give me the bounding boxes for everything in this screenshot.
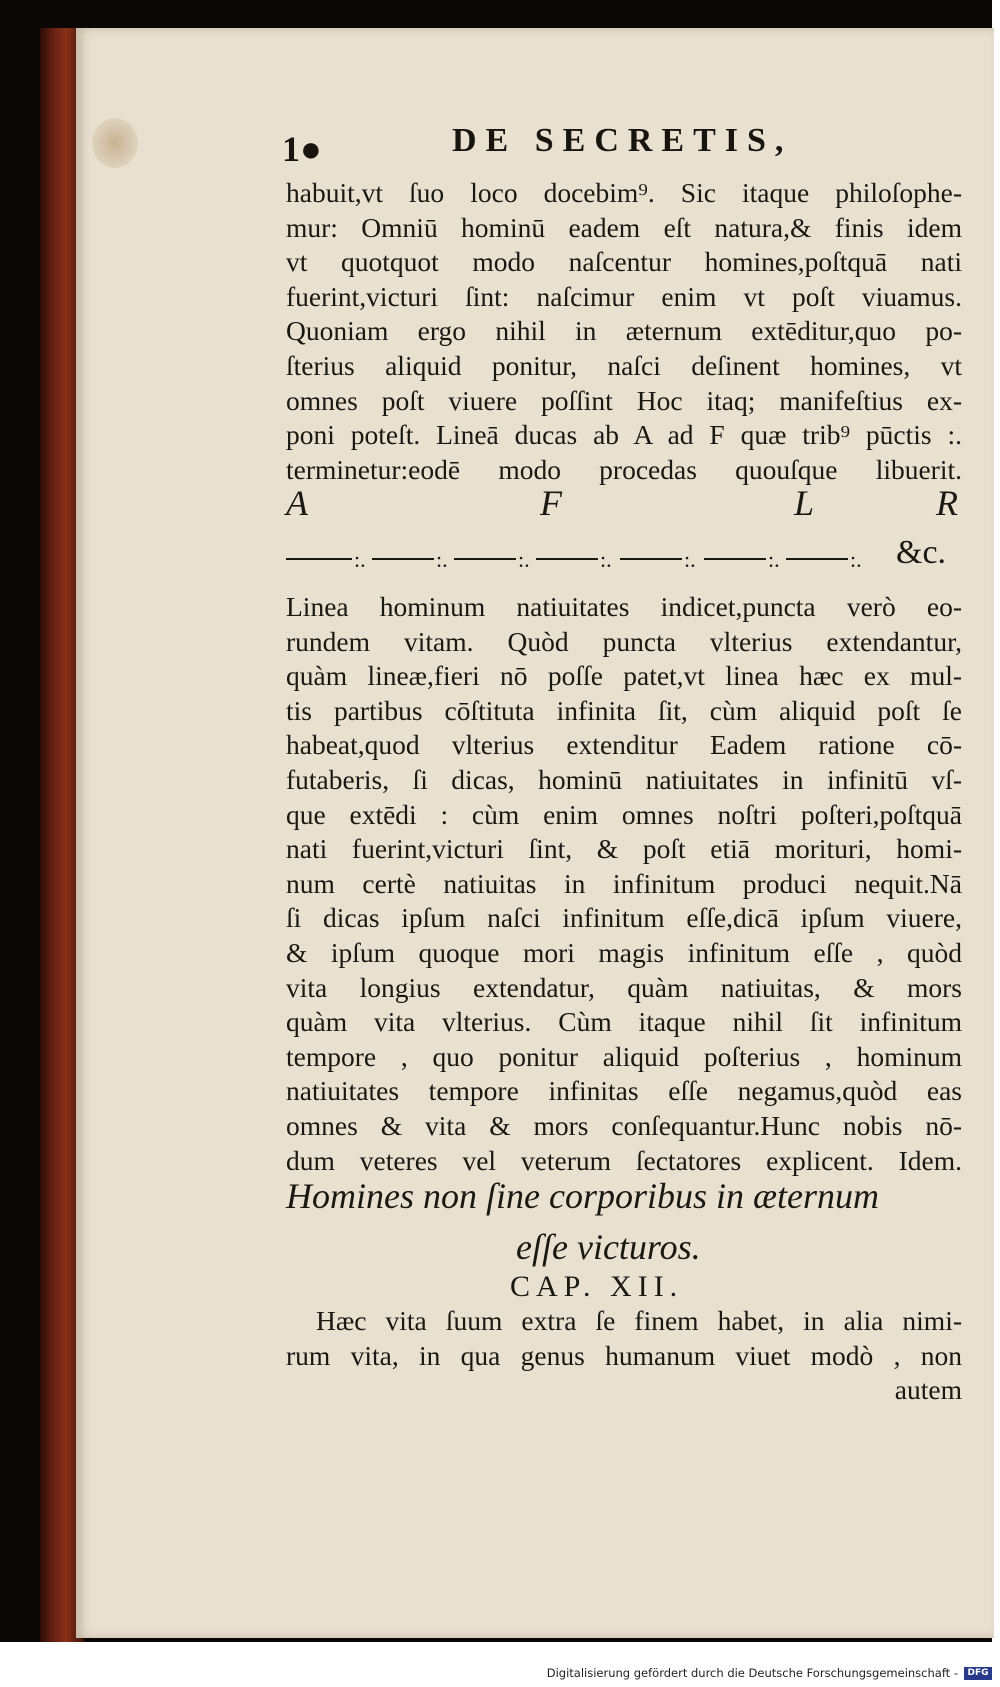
footer-credit: Digitalisierung gefördert durch die Deutsche Forschungsgemeinschaft -: [546, 1666, 958, 1680]
paragraph-2: [286, 590, 962, 1178]
text-line: tis partibus cōſtituta infinita ſit, cùm aliquid poſt ſe: [286, 694, 962, 726]
line-segment: [454, 558, 516, 560]
text-line: tempore , quo ponitur aliquid poſterius , hominum: [286, 1040, 962, 1072]
chapter-number: CAP. XII.: [510, 1270, 684, 1303]
text-line: habeat,quod vlterius extenditur Eadem ratione cō-: [286, 729, 962, 761]
text-line: rundem vitam. Quòd puncta vlterius extendantur,: [286, 625, 962, 657]
text-line: rum vita, in qua genus humanum viuet modò , non: [286, 1339, 962, 1371]
text-line: vita longius extendatur, quàm natiuitas, & mors: [286, 971, 962, 1003]
text-line: ſi dicas ipſum naſci infinitum eſſe,dicā ipſum viuere,: [286, 902, 962, 934]
chapter-title-line-1: Homines non ſine corporibus in æternum: [286, 1176, 879, 1216]
text-line: nati fuerint,victuri ſint, & poſt etiā morituri, homi-: [286, 833, 962, 865]
text-line: mur: Omniū hominū eadem eſt natura,& finis idem: [286, 211, 962, 243]
line-segment: [620, 558, 682, 560]
paper-stain: [92, 118, 138, 168]
point-marker: :.: [850, 547, 862, 572]
point-marker: :.: [354, 547, 366, 572]
text-line: quàm vita vlterius. Cùm itaque nihil ſit infinitum: [286, 1006, 962, 1038]
catchword: autem: [894, 1374, 962, 1406]
diagram-letter-a: A: [286, 483, 308, 523]
text-line: & ipſum quoque mori magis infinitum eſſe , quòd: [286, 936, 962, 968]
diagram-letters: [286, 482, 962, 530]
text-line: terminetur:eodē modo procedas quouſque libuerit.: [286, 453, 962, 485]
diagram-letter-l: L: [794, 483, 815, 523]
text-line: vt quotquot modo naſcentur homines,poſtquā nati: [286, 246, 962, 278]
paragraph-3: [286, 1304, 962, 1408]
text-line: que extēdi : cùm enim omnes noſtri poſteri,poſtquā: [286, 798, 962, 830]
text-line: omnes & vita & mors conſequantur.Hunc nobis nō-: [286, 1109, 962, 1141]
diagram-letter-r: R: [936, 483, 958, 523]
text-line: omnes poſt viuere poſſint Hoc itaq; manifeſtius ex-: [286, 384, 962, 416]
page-number: 1●: [282, 129, 322, 169]
chapter-title-line-2: eſſe victuros.: [516, 1227, 701, 1267]
line-segment: [704, 558, 766, 560]
chapter-title: [286, 1170, 962, 1272]
point-marker: :.: [768, 547, 780, 572]
point-marker: :.: [436, 547, 448, 572]
line-segment: [286, 558, 352, 560]
text-line: futaberis, ſi dicas, hominū natiuitates in infinitū vſ-: [286, 763, 962, 795]
text-line: natiuitates tempore infinitas eſſe negamus,quòd eas: [286, 1075, 962, 1107]
text-line: quàm lineæ,fieri nō poſſe patet,vt linea hæc ex mul-: [286, 660, 962, 692]
text-line: dum veteres vel veterum ſectatores explicent. Idem.: [286, 1144, 962, 1176]
text-line: Hæc vita ſuum extra ſe finem habet, in alia nimi-: [316, 1305, 962, 1336]
line-segment: [536, 558, 598, 560]
point-marker: :.: [518, 547, 530, 572]
page-header: [282, 120, 942, 169]
diagram-letter-f: F: [540, 483, 562, 523]
line-segment: [786, 558, 848, 560]
text-line: poni poteſt. Lineā ducas ab A ad F quæ trib⁹ pūctis :.: [286, 419, 962, 451]
text-line: fuerint,victuri ſint: naſcimur enim vt poſt viuamus.: [286, 280, 962, 312]
text-line: Quoniam ergo nihil in æternum extēditur,quo po-: [286, 315, 962, 347]
dfg-logo: DFG: [964, 1667, 992, 1680]
paragraph-1: [286, 176, 962, 487]
text-line: ſterius aliquid ponitur, naſci deſinent homines, vt: [286, 349, 962, 381]
digitization-footer: [0, 1664, 1000, 1686]
text-line: num certè natiuitas in infinitum produci nequit.Nā: [286, 867, 962, 899]
diagram-line: [286, 530, 962, 570]
point-marker: :.: [684, 547, 696, 572]
point-marker: :.: [600, 547, 612, 572]
etc-mark: &c.: [896, 534, 947, 571]
line-segment: [372, 558, 434, 560]
running-head: DE SECRETIS,: [452, 122, 793, 159]
text-line: Linea hominum natiuitates indicet,puncta verò eo-: [286, 591, 962, 622]
text-line: habuit,vt ſuo loco docebim⁹. Sic itaque philoſophe-: [286, 177, 962, 208]
